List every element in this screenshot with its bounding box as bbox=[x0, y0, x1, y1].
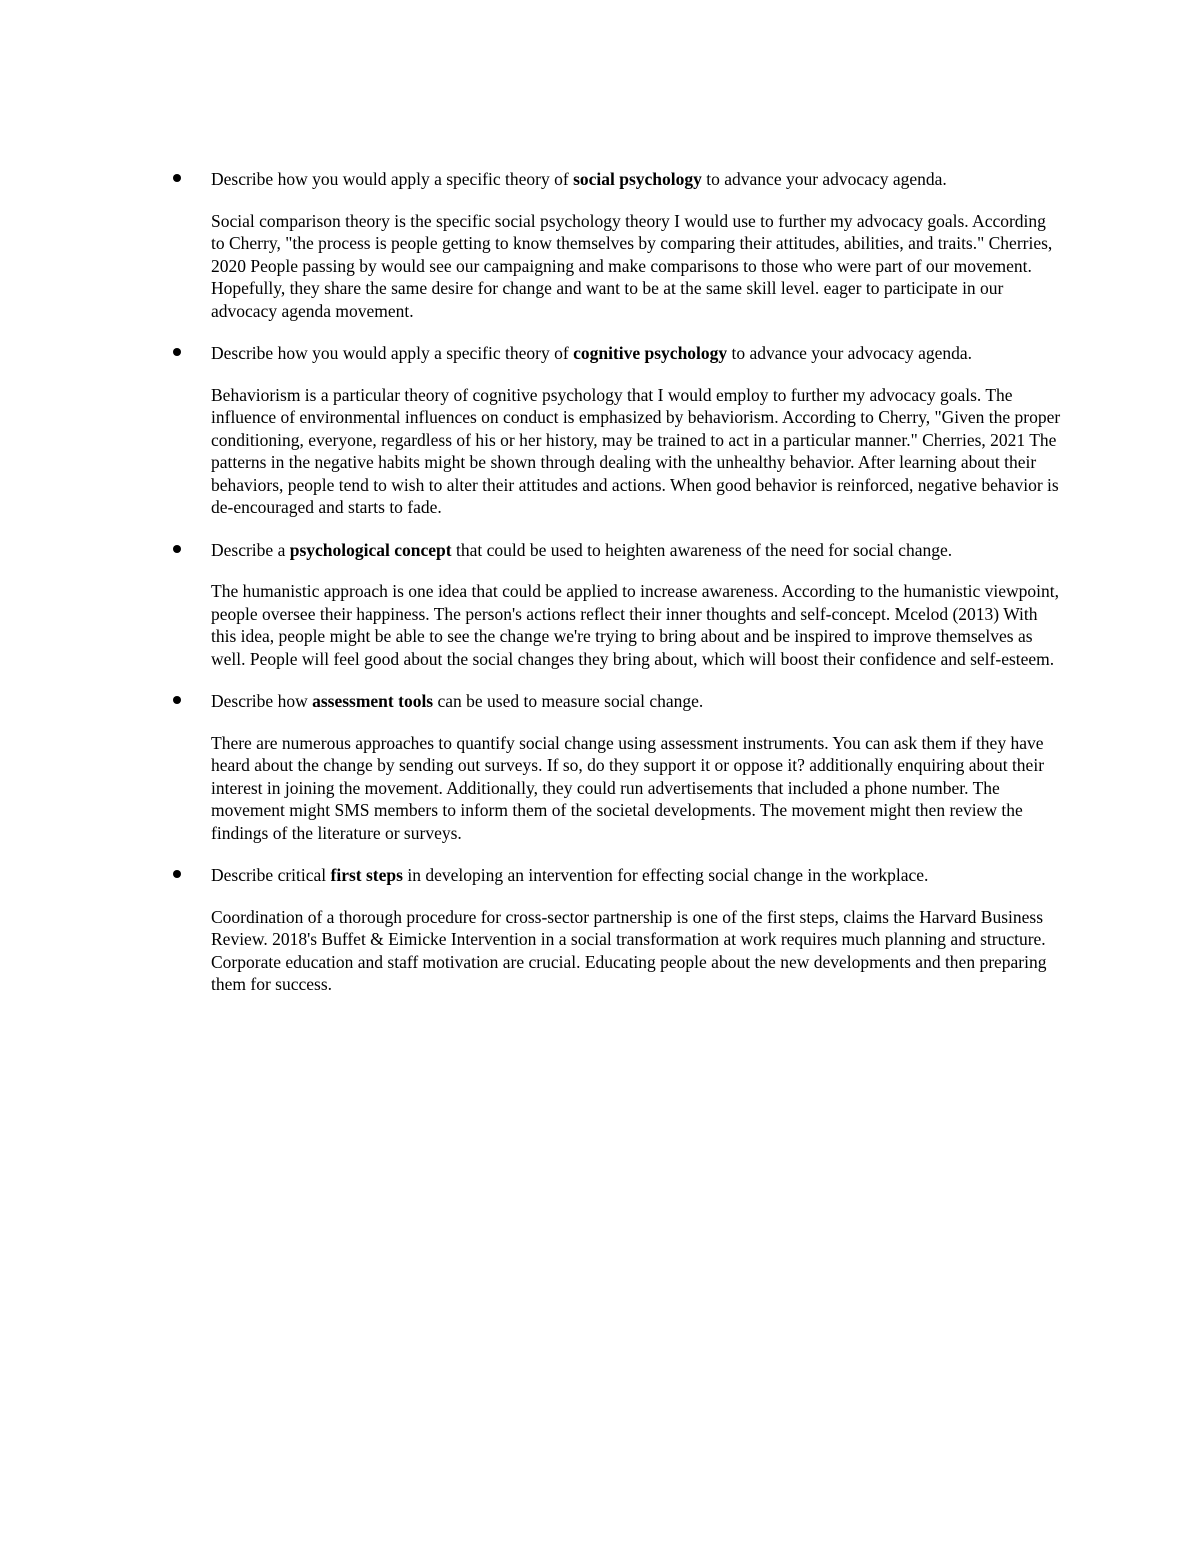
prompt-text: that could be used to heighten awareness of the need for social change. bbox=[451, 539, 953, 560]
question-prompt bbox=[0, 539, 1061, 562]
question-prompt bbox=[0, 342, 1061, 365]
answer-paragraph bbox=[0, 906, 1061, 996]
prompt-keyword: first steps bbox=[330, 865, 403, 885]
prompt-text: Describe a bbox=[211, 539, 290, 560]
prompt-keyword: assessment tools bbox=[312, 691, 434, 711]
prompt-text: in developing an intervention for effecting social change in the workplace. bbox=[402, 865, 929, 885]
answer-paragraph bbox=[0, 384, 1061, 519]
answer-text: There are numerous approaches to quantify social change using assessment instruments. You can ask them if they have heard about the change by sending out surveys. If so, do they support it or oppose it? additionally enquiring about their interest in joining the movement. Additionally, they could run advertisements that included a phone number. The movement might SMS members to inform them of the societal developments. The movement might then review the findings of the literature or surveys. bbox=[211, 732, 1045, 843]
prompt-text: can be used to measure social change. bbox=[433, 691, 704, 711]
answer-text: Behaviorism is a particular theory of cognitive psychology that I would employ to further my advocacy goals. The influence of environmental influences on conduct is emphasized by behaviorism. According to Cherry, "Given the proper conditioning, everyone, regardless of his or her history, may be trained to act in a particular manner." Cherries, 2021 The patterns in the negative habits might be shown through dealing with the unhealthy behavior. After learning about their behaviors, people tend to wish to alter their attitudes and actions. When good behavior is reinforced, negative behavior is de-encouraged and starts to fade. bbox=[211, 384, 1061, 517]
prompt-keyword: cognitive psychology bbox=[573, 343, 728, 363]
question-section-social-psychology bbox=[0, 168, 1200, 322]
question-prompt bbox=[0, 168, 1061, 191]
prompt-text: to advance your advocacy agenda. bbox=[701, 169, 947, 189]
document-body bbox=[0, 168, 1200, 1016]
prompt-text: to advance your advocacy agenda. bbox=[727, 343, 973, 363]
answer-text: The humanistic approach is one idea that could be applied to increase awareness. According to the humanistic viewpoint, people oversee their happiness. The person's actions reflect their inner thoughts and self-concept. Mcelod (2013) With this idea, people might be able to see the change we're trying to bring about and be inspired to improve themselves as well. People will feel good about the social changes they bring about, which will boost their confidence and self-esteem. bbox=[211, 581, 1059, 669]
bullet-icon bbox=[173, 870, 181, 878]
question-section-assessment-tools bbox=[0, 690, 1200, 844]
bullet-icon bbox=[173, 348, 181, 356]
question-section-psychological-concept bbox=[0, 539, 1200, 671]
question-section-cognitive-psychology bbox=[0, 342, 1200, 519]
answer-paragraph bbox=[0, 580, 1061, 670]
answer-paragraph bbox=[0, 210, 1061, 323]
prompt-keyword: social psychology bbox=[573, 169, 702, 189]
bullet-icon bbox=[173, 696, 181, 704]
answer-text: Coordination of a thorough procedure for cross-sector partnership is one of the first steps, claims the Harvard Business Review. 2018's Buffet & Eimicke Intervention in a social transformation at work requires much planning and structure. Corporate education and staff motivation are crucial. Educating people about the new developments and then preparing them for success. bbox=[211, 906, 1047, 994]
prompt-text: Describe how you would apply a specific theory of bbox=[211, 169, 574, 189]
question-section-first-steps bbox=[0, 864, 1200, 996]
answer-text: Social comparison theory is the specific social psychology theory I would use to further my advocacy goals. According to Cherry, "the process is people getting to know themselves by comparing their attitudes, abilities, and traits." Cherries, 2020 People passing by would see our campaigning and make comparisons to those who were part of our movement. Hopefully, they share the same desire for change and want to be at the same skill level. eager to participate in our advocacy agenda movement. bbox=[211, 210, 1053, 321]
prompt-text: Describe how bbox=[211, 691, 313, 711]
answer-paragraph bbox=[0, 732, 1061, 845]
prompt-text: Describe critical bbox=[211, 865, 331, 885]
question-prompt bbox=[0, 690, 1061, 713]
prompt-text: Describe how you would apply a specific theory of bbox=[211, 343, 574, 363]
prompt-keyword: psychological concept bbox=[289, 539, 452, 560]
question-prompt bbox=[0, 864, 1061, 887]
bullet-icon bbox=[173, 174, 181, 182]
bullet-icon bbox=[173, 545, 181, 553]
